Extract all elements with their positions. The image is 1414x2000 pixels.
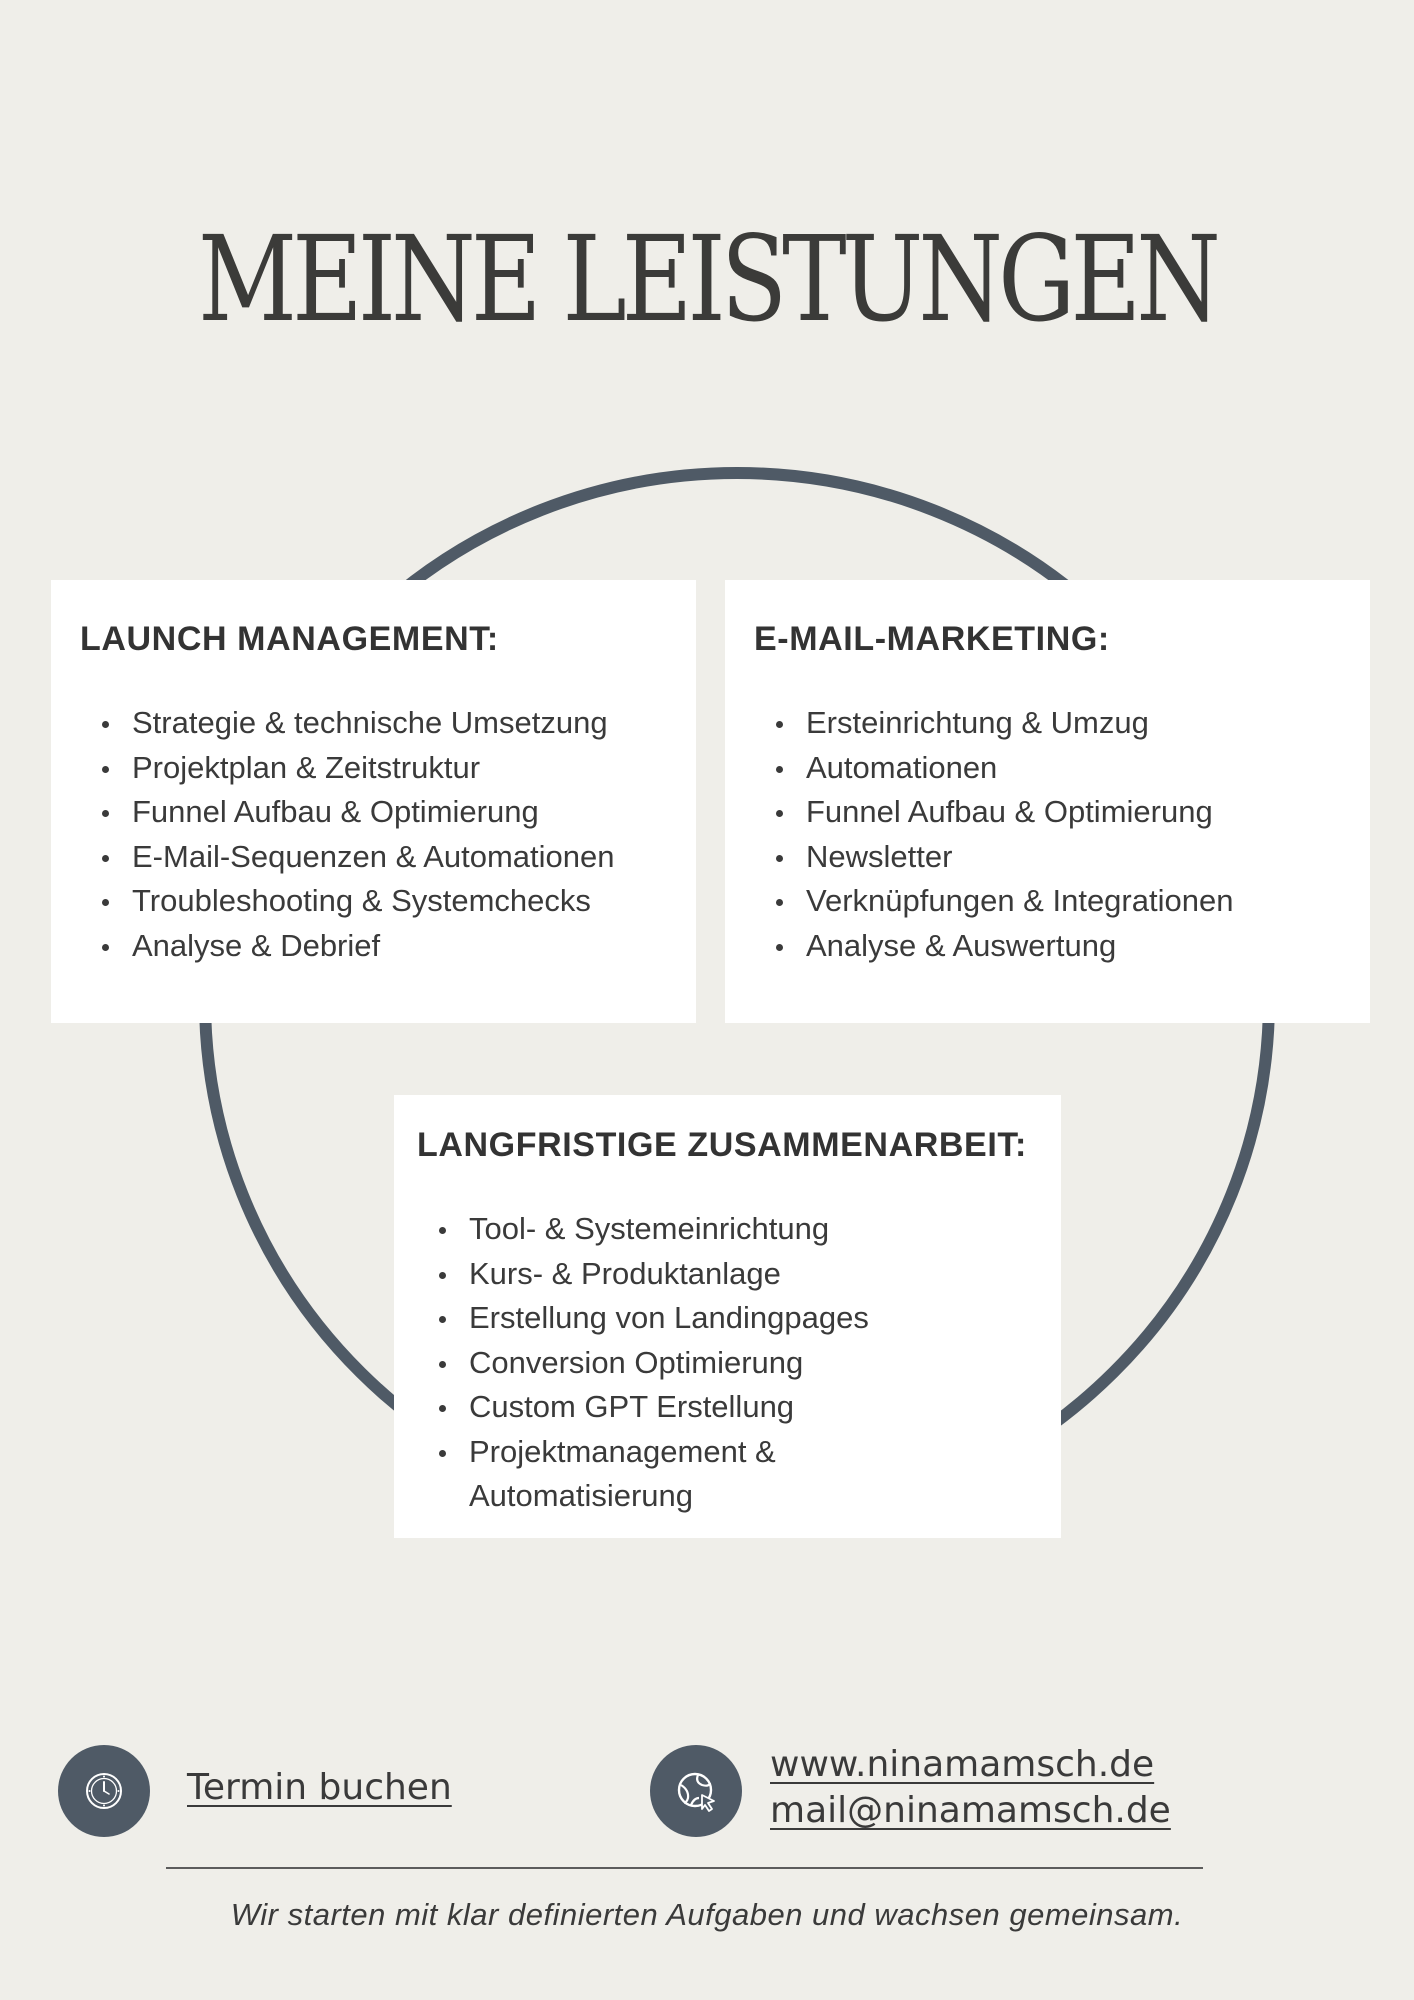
list-item: Custom GPT Erstellung: [469, 1385, 1061, 1430]
list-item: Kurs- & Produktanlage: [469, 1252, 1061, 1297]
list-item: Tool- & Systemeinrichtung: [469, 1207, 1061, 1252]
list-item: Conversion Optimierung: [469, 1341, 1061, 1386]
clock-icon[interactable]: [58, 1745, 150, 1837]
list-item: Projektplan & Zeitstruktur: [132, 746, 696, 791]
list-item: Strategie & technische Umsetzung: [132, 701, 696, 746]
list-item: Ersteinrichtung & Umzug: [806, 701, 1370, 746]
tagline: Wir starten mit klar definierten Aufgaben und wachsen gemeinsam.: [230, 1897, 1184, 1932]
longterm-collaboration-card: [394, 1095, 1061, 1538]
launch-management-card: [51, 580, 696, 1023]
list-item: Troubleshooting & Systemchecks: [132, 879, 696, 924]
list-item: Analyse & Auswertung: [806, 924, 1370, 969]
launch-management-list: [80, 701, 696, 968]
longterm-collaboration-list: [417, 1207, 1061, 1519]
list-item: Funnel Aufbau & Optimierung: [806, 790, 1370, 835]
list-item: Analyse & Debrief: [132, 924, 696, 969]
list-item: Erstellung von Landingpages: [469, 1296, 1061, 1341]
globe-icon[interactable]: [650, 1745, 742, 1837]
website-link[interactable]: www.ninamamsch.de: [770, 1744, 1155, 1785]
book-appointment-link[interactable]: Termin buchen: [187, 1767, 452, 1808]
list-item: Newsletter: [806, 835, 1370, 880]
list-item: Automationen: [806, 746, 1370, 791]
footer-divider: [166, 1867, 1203, 1869]
launch-management-heading: LAUNCH MANAGEMENT:: [80, 620, 499, 658]
list-item: Verknüpfungen & Integrationen: [806, 879, 1370, 924]
email-marketing-list: [754, 701, 1370, 968]
email-link[interactable]: mail@ninamamsch.de: [770, 1790, 1171, 1831]
list-item: E-Mail-Sequenzen & Automationen: [132, 835, 696, 880]
email-marketing-card: [725, 580, 1370, 1023]
page-title: MEINE LEISTUNGEN: [197, 210, 1217, 348]
email-marketing-heading: E-MAIL-MARKETING:: [754, 620, 1110, 658]
longterm-collaboration-heading: LANGFRISTIGE ZUSAMMENARBEIT:: [417, 1126, 1027, 1164]
list-item: Funnel Aufbau & Optimierung: [132, 790, 696, 835]
list-item: Projektmanagement & Automatisierung: [469, 1430, 829, 1519]
